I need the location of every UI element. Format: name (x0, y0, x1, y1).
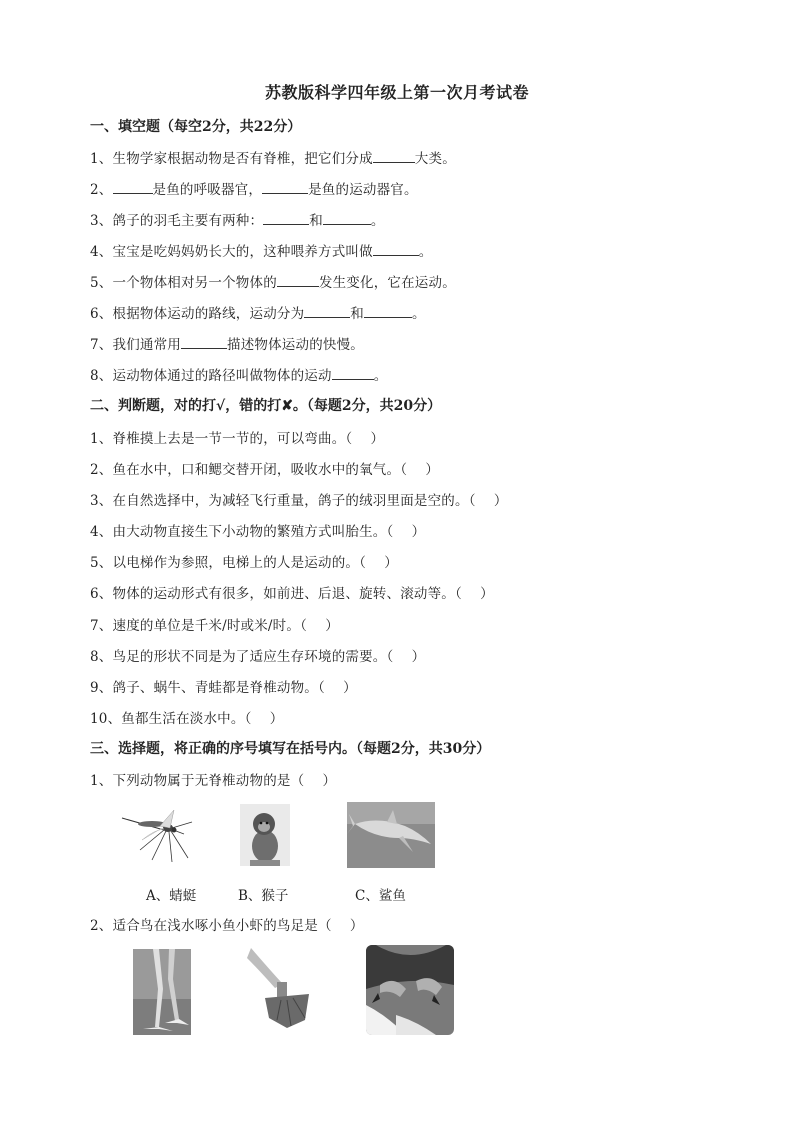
q3-text-c: 。 (370, 213, 385, 229)
q6-text-b: 和 (350, 306, 364, 322)
q8-text-b: 。 (373, 368, 388, 384)
judge-question: 2、鱼在水中，口和鳃交替开闭，吸收水中的氧气。（ ） (90, 462, 440, 478)
section1-heading: 一、填空题（每空2分，共22分） (90, 119, 302, 135)
answer-blank[interactable] (364, 305, 412, 318)
wading-bird-leg-image (133, 949, 191, 1035)
judge-question: 9、鸽子、蜗牛、青蛙都是脊椎动物。（ ） (90, 680, 357, 696)
q3-text-b: 和 (309, 213, 323, 229)
choice-question-1: 1、下列动物属于无脊椎动物的是（ ） (90, 773, 337, 789)
section3-heading: 三、选择题，将正确的序号填写在括号内。（每题2分，共30分） (90, 741, 491, 757)
q2-text-a: 2、 (90, 182, 113, 198)
q7-text-a: 7、我们通常用 (90, 337, 181, 353)
q6-text-a: 6、根据物体运动的路线，运动分为 (90, 306, 305, 322)
mosquito-image (112, 800, 194, 866)
judge-question: 8、鸟足的形状不同是为了适应生存环境的需要。（ ） (90, 649, 426, 665)
answer-blank[interactable] (373, 150, 415, 163)
answer-blank[interactable] (181, 336, 227, 349)
answer-blank[interactable] (277, 274, 319, 287)
q1-text-b: 大类。 (414, 151, 456, 167)
fill-question-4 (90, 240, 433, 260)
choice-question-2: 2、适合鸟在浅水啄小鱼小虾的鸟足是（ ） (90, 918, 364, 934)
q1-text-a: 1、生物学家根据动物是否有脊椎，把它们分成 (90, 151, 373, 167)
monkey-image (240, 804, 290, 866)
q3-text-a: 3、鸽子的羽毛主要有两种： (90, 213, 264, 229)
fill-question-6 (90, 302, 426, 322)
q7-text-b: 描述物体运动的快慢。 (227, 337, 364, 353)
judge-question: 10、鱼都生活在淡水中。（ ） (90, 711, 284, 727)
q2-text-b: 是鱼的呼吸器官， (152, 182, 263, 198)
fill-question-3 (90, 209, 385, 229)
duck-foot-image (247, 948, 319, 1030)
fill-question-5 (90, 271, 456, 291)
answer-blank[interactable] (304, 305, 350, 318)
q5-text-b: 发生变化，它在运动。 (318, 275, 456, 291)
answer-blank[interactable] (262, 181, 308, 194)
fill-question-8 (90, 364, 387, 384)
judge-question: 4、由大动物直接生下小动物的繁殖方式叫胎生。（ ） (90, 524, 426, 540)
eagle-talon-image (366, 945, 454, 1035)
choice-option-c[interactable]: C、鲨鱼 (355, 888, 406, 904)
shark-image (347, 802, 435, 868)
q2-text-c: 是鱼的运动器官。 (308, 182, 418, 198)
q8-text-a: 8、运动物体通过的路径叫做物体的运动 (90, 368, 332, 384)
judge-question: 6、物体的运动形式有很多，如前进、后退、旋转、滚动等。（ ） (90, 586, 494, 602)
fill-question-7 (90, 333, 364, 353)
answer-blank[interactable] (263, 212, 309, 225)
section2-heading: 二、判断题，对的打√，错的打✘。（每题2分，共20分） (90, 398, 442, 414)
judge-question: 1、脊椎摸上去是一节一节的，可以弯曲。（ ） (90, 431, 385, 447)
exam-title: 苏教版科学四年级上第一次月考试卷 (264, 83, 529, 102)
fill-question-1 (90, 147, 456, 167)
answer-blank[interactable] (373, 243, 419, 256)
q5-text-a: 5、一个物体相对另一个物体的 (90, 275, 277, 291)
choice-option-a[interactable]: A、蜻蜓 (146, 888, 197, 904)
judge-question: 3、在自然选择中，为减轻飞行重量，鸽子的绒羽里面是空的。（ ） (90, 493, 508, 509)
answer-blank[interactable] (323, 212, 371, 225)
q4-text-b: 。 (418, 244, 433, 260)
answer-blank[interactable] (332, 367, 374, 380)
judge-question: 5、以电梯作为参照，电梯上的人是运动的。（ ） (90, 555, 398, 571)
q6-text-c: 。 (412, 306, 426, 322)
judge-question: 7、速度的单位是千米/时或米/时。（ ） (90, 618, 339, 634)
q4-text-a: 4、宝宝是吃妈妈奶长大的，这种喂养方式叫做 (90, 244, 373, 260)
fill-question-2 (90, 178, 418, 198)
choice-option-b[interactable]: B、猴子 (238, 888, 289, 904)
answer-blank[interactable] (113, 181, 153, 194)
